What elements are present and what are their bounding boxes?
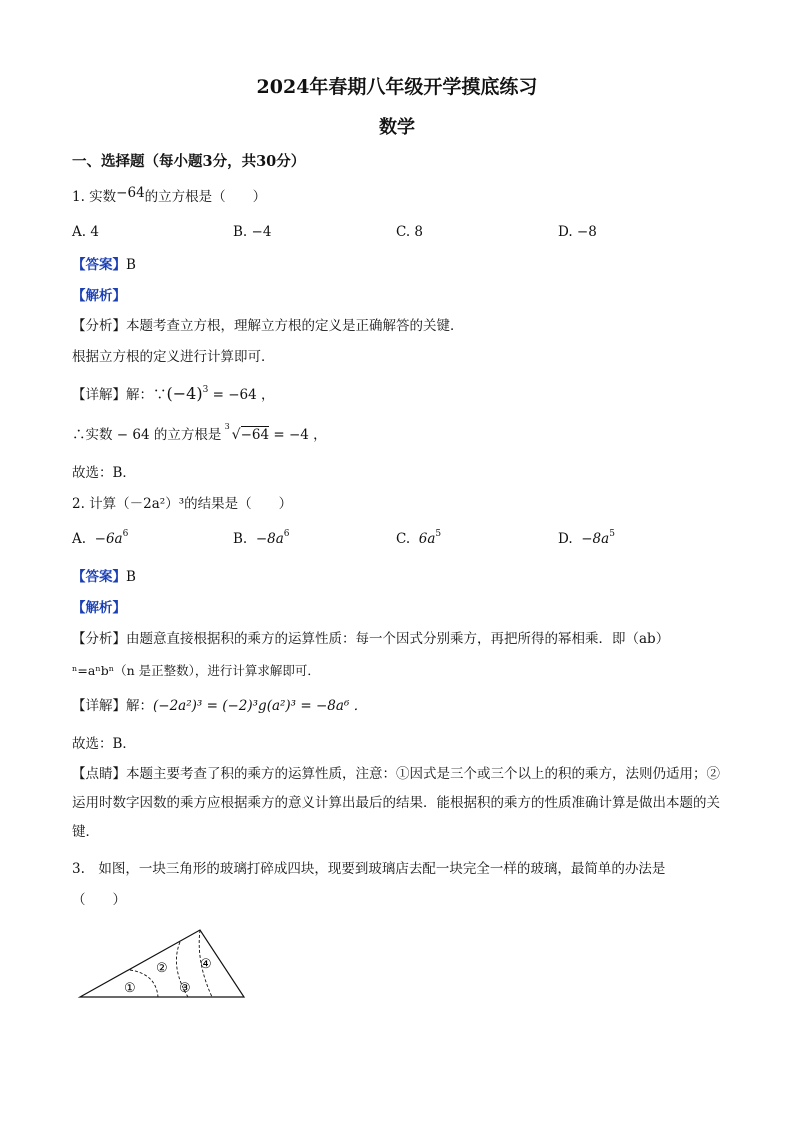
- piece-label-2: ②: [156, 961, 168, 976]
- piece-label-4: ④: [200, 957, 212, 972]
- q2-analysis-tag: 【解析】: [72, 600, 126, 616]
- cube-root: 3 √−64: [224, 422, 270, 443]
- q1-option-d: D. −8: [558, 224, 597, 240]
- fenxi-text: 本题考查立方根，理解立方根的定义是正确解答的关键．: [126, 318, 464, 334]
- q2-option-a: [72, 531, 128, 547]
- detail-exponent: 3: [202, 385, 209, 395]
- answer-value: B: [126, 569, 136, 585]
- conclusion-pre: ∴实数 − 64 的立方根是: [72, 427, 226, 443]
- fenxi-tag: 【分析】: [72, 631, 126, 647]
- q2-fenxi: [72, 629, 669, 649]
- q1-stem-number: −64: [116, 185, 145, 201]
- q1-stem-post: 的立方根是（ ）: [144, 189, 267, 205]
- radical-sign-icon: √: [231, 427, 241, 443]
- detail-pre: 解：∵: [126, 387, 167, 403]
- q1-option-a: A. 4: [72, 224, 99, 240]
- q2-option-d: [558, 531, 615, 547]
- answer-tag: 【答案】: [72, 569, 126, 585]
- question-2-stem: 2. 计算（－2a²）³的结果是（ ）: [72, 496, 293, 512]
- q2-choose: 故选：B．: [72, 736, 136, 752]
- dianjing-tag: 【点睛】: [72, 766, 126, 782]
- subject-title: 数学: [379, 117, 415, 138]
- q2-option-a-exp: 6: [122, 529, 129, 539]
- piece-label-3: ③: [179, 981, 191, 996]
- q2-option-b-coef: −8a: [255, 531, 284, 547]
- fenxi-text: 由题意直接根据积的乘方的运算性质：每一个因式分别乘方，再把所得的幂相乘．即（ab）: [126, 631, 670, 647]
- q1-detail: [72, 384, 275, 405]
- dianjing-text: 本题主要考查了积的乘方的运算性质，注意：①因式是三个或三个以上的积的乘方，法则仍适用；②运用时数字因数的乘方应根据乘方的意义计算出最后的结果．能根据积的乘方的性质准确计算是做出本题的关键．: [72, 766, 720, 840]
- q1-option-b: B. −4: [233, 224, 272, 240]
- question-3-stem: 3. 如图，一块三角形的玻璃打碎成四块，现要到玻璃店去配一块完全一样的玻璃，最简单的办法是: [72, 861, 666, 877]
- radicand: −64: [240, 427, 270, 443]
- q1-analysis-tag: 【解析】: [72, 288, 126, 304]
- q2-option-a-label: A.: [72, 531, 87, 547]
- q1-fenxi: [72, 316, 464, 336]
- detail-expression: (−2a²)³ = (−2)³g(a²)³ = −8a⁶ ．: [153, 698, 368, 714]
- q2-option-d-label: D.: [558, 531, 573, 547]
- detail-pre: 解：: [126, 698, 153, 714]
- detail-base: (−4): [166, 384, 203, 403]
- q2-option-c: [396, 531, 441, 547]
- conclusion-post: = −4 ，: [269, 427, 327, 443]
- answer-tag: 【答案】: [72, 257, 126, 273]
- page-title: 2024年春期八年级开学摸底练习: [256, 76, 538, 98]
- detail-tag: 【详解】: [72, 387, 126, 403]
- piece-label-1: ①: [124, 981, 136, 996]
- broken-triangle-figure: [72, 922, 252, 1004]
- question-1-stem: [72, 187, 266, 207]
- detail-tag: 【详解】: [72, 698, 126, 714]
- q1-stem-pre: 1. 实数: [72, 189, 117, 205]
- q2-option-c-exp: 5: [435, 529, 442, 539]
- q1-answer: [72, 255, 136, 275]
- q2-option-b: [233, 531, 290, 547]
- fenxi-tag: 【分析】: [72, 318, 126, 334]
- q2-answer: [72, 567, 136, 587]
- q2-option-c-coef: 6a: [418, 531, 436, 547]
- q2-option-b-exp: 6: [283, 529, 290, 539]
- detail-post: = −64 ，: [208, 387, 275, 403]
- question-3-paren: （ ）: [72, 892, 126, 908]
- q2-dianjing: [72, 760, 722, 847]
- answer-value: B: [126, 257, 136, 273]
- section-heading: 一、选择题（每小题3分，共30分）: [72, 153, 306, 170]
- q2-option-c-label: C.: [396, 531, 411, 547]
- q1-option-c: C. 8: [396, 224, 424, 240]
- q2-detail: [72, 696, 367, 716]
- q1-fenxi-2: 根据立方根的定义进行计算即可．: [72, 349, 275, 365]
- q2-fenxi-2: ⁿ=aⁿbⁿ（n 是正整数），进行计算求解即可．: [72, 663, 320, 678]
- q2-option-d-exp: 5: [609, 529, 615, 539]
- q1-conclusion: [72, 422, 327, 445]
- q1-choose: 故选：B．: [72, 465, 136, 481]
- q2-option-d-coef: −8a: [581, 531, 610, 547]
- q2-option-a-coef: −6a: [94, 531, 123, 547]
- q2-option-b-label: B.: [233, 531, 248, 547]
